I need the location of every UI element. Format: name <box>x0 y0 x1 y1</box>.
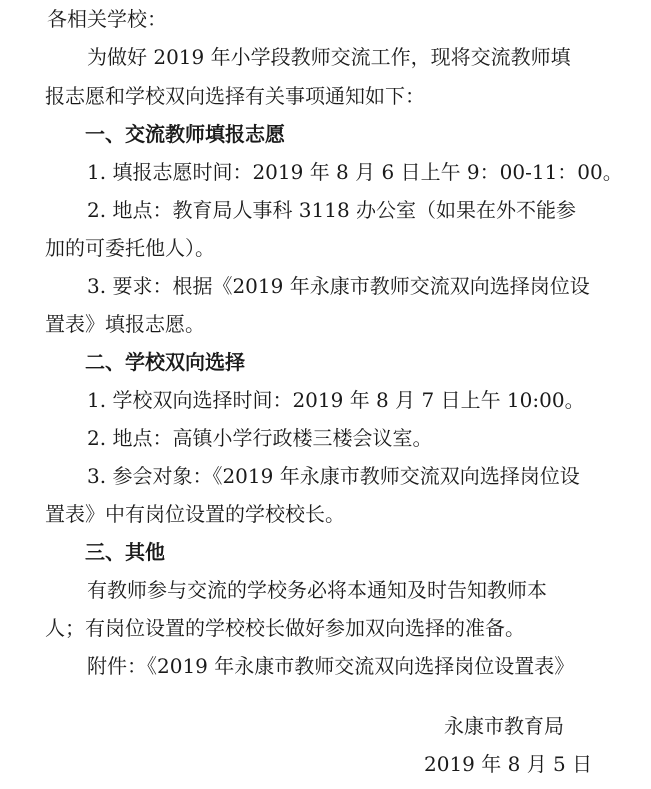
section-1-item-1: 1. 填报志愿时间：2019 年 8 月 6 日上午 9：00-11：00。 <box>87 160 623 184</box>
section-2-item-1: 1. 学校双向选择时间：2019 年 8 月 7 日上午 10:00。 <box>87 388 585 412</box>
section-2-heading: 二、学校双向选择 <box>85 350 245 374</box>
section-1-item-3-line-1: 3. 要求：根据《2019 年永康市教师交流双向选择岗位设 <box>87 274 590 298</box>
signature-date: 2019 年 8 月 5 日 <box>424 752 593 776</box>
section-2-item-3-line-1: 3. 参会对象：《2019 年永康市教师交流双向选择岗位设 <box>87 464 580 488</box>
intro-line-1: 为做好 2019 年小学段教师交流工作，现将交流教师填 <box>87 45 571 69</box>
section-3-paragraph-line-1: 有教师参与交流的学校务必将本通知及时告知教师本 <box>87 578 547 602</box>
section-3-paragraph-line-2: 人；有岗位设置的学校校长做好参加双向选择的准备。 <box>45 616 525 640</box>
section-1-heading: 一、交流教师填报志愿 <box>85 122 285 146</box>
section-2-item-3-line-2: 置表》中有岗位设置的学校校长。 <box>45 502 345 526</box>
section-2-item-2: 2. 地点：高镇小学行政楼三楼会议室。 <box>87 426 433 450</box>
intro-line-2: 报志愿和学校双向选择有关事项通知如下： <box>45 84 425 108</box>
greeting: 各相关学校： <box>47 7 167 31</box>
section-1-item-3-line-2: 置表》填报志愿。 <box>45 312 205 336</box>
attachment-line: 附件：《2019 年永康市教师交流双向选择岗位设置表》 <box>87 654 575 678</box>
signature-organization: 永康市教育局 <box>444 714 564 738</box>
section-3-heading: 三、其他 <box>85 540 165 564</box>
section-1-item-2-line-2: 加的可委托他人）。 <box>45 236 215 260</box>
section-1-item-2-line-1: 2. 地点：教育局人事科 3118 办公室（如果在外不能参 <box>87 198 577 222</box>
